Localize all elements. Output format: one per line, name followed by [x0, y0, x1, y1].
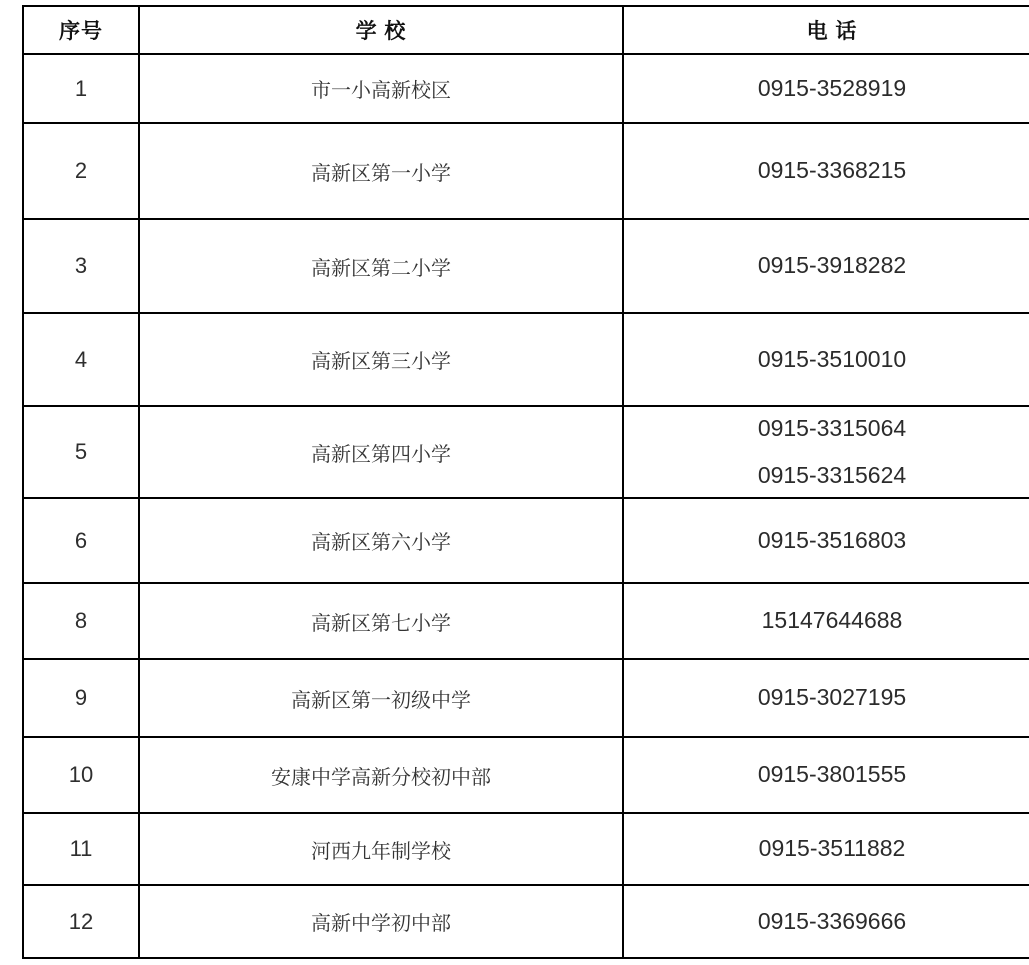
- phone-number: 0915-3801555: [757, 761, 907, 788]
- table-row: [23, 813, 1029, 885]
- serial-number-cell: 9: [23, 659, 139, 737]
- phone-number: 0915-3510010: [757, 345, 907, 372]
- phone-cell: [623, 313, 1029, 406]
- phone-number: 0915-3315064: [757, 414, 907, 441]
- table-row: [23, 885, 1029, 958]
- phone-number: 15147644688: [761, 607, 903, 634]
- table-row: [23, 313, 1029, 406]
- phone-number: 0915-3918282: [757, 252, 907, 279]
- serial-number-cell: 10: [23, 737, 139, 813]
- phone-cell: [623, 583, 1029, 659]
- serial-number-cell: 4: [23, 313, 139, 406]
- table-row: [23, 498, 1029, 583]
- header-school: 学 校: [139, 6, 623, 54]
- school-name-cell: 河西九年制学校: [139, 813, 623, 885]
- serial-number-cell: 12: [23, 885, 139, 958]
- table-row: [23, 219, 1029, 313]
- phone-cell: [623, 813, 1029, 885]
- phone-number: 0915-3368215: [757, 157, 907, 184]
- serial-number-cell: 2: [23, 123, 139, 219]
- school-name-cell: 高新中学初中部: [139, 885, 623, 958]
- school-name-cell: 高新区第一小学: [139, 123, 623, 219]
- table-row: [23, 54, 1029, 123]
- phone-number: 0915-3528919: [757, 74, 907, 101]
- serial-number-cell: 11: [23, 813, 139, 885]
- phone-cell: [623, 737, 1029, 813]
- table-row: [23, 659, 1029, 737]
- serial-number-cell: 5: [23, 406, 139, 498]
- school-name-cell: 高新区第三小学: [139, 313, 623, 406]
- table-row: [23, 583, 1029, 659]
- serial-number-cell: 8: [23, 583, 139, 659]
- phone-cell: [623, 219, 1029, 313]
- serial-number-cell: 1: [23, 54, 139, 123]
- phone-cell: [623, 498, 1029, 583]
- table-body: [23, 54, 1029, 958]
- school-name-cell: 高新区第四小学: [139, 406, 623, 498]
- table-row: [23, 406, 1029, 498]
- phone-number: 0915-3315624: [757, 461, 907, 488]
- serial-number-cell: 3: [23, 219, 139, 313]
- phone-cell: [623, 54, 1029, 123]
- table-row: [23, 737, 1029, 813]
- table-header: [23, 6, 1029, 54]
- school-name-cell: 高新区第二小学: [139, 219, 623, 313]
- school-name-cell: 高新区第一初级中学: [139, 659, 623, 737]
- serial-number-cell: 6: [23, 498, 139, 583]
- school-phone-table: [22, 5, 1029, 959]
- phone-cell: [623, 885, 1029, 958]
- phone-number: 0915-3027195: [757, 684, 907, 711]
- phone-number: 0915-3369666: [757, 907, 907, 934]
- phone-cell: [623, 406, 1029, 498]
- table-row: [23, 123, 1029, 219]
- phone-number: 0915-3511882: [758, 835, 906, 862]
- header-phone: 电 话: [623, 6, 1029, 54]
- header-row: [23, 6, 1029, 54]
- school-name-cell: 高新区第六小学: [139, 498, 623, 583]
- header-serial-number: 序号: [23, 6, 139, 54]
- school-name-cell: 安康中学高新分校初中部: [139, 737, 623, 813]
- phone-number: 0915-3516803: [757, 526, 907, 553]
- school-name-cell: 高新区第七小学: [139, 583, 623, 659]
- phone-cell: [623, 659, 1029, 737]
- phone-cell: [623, 123, 1029, 219]
- school-name-cell: 市一小高新校区: [139, 54, 623, 123]
